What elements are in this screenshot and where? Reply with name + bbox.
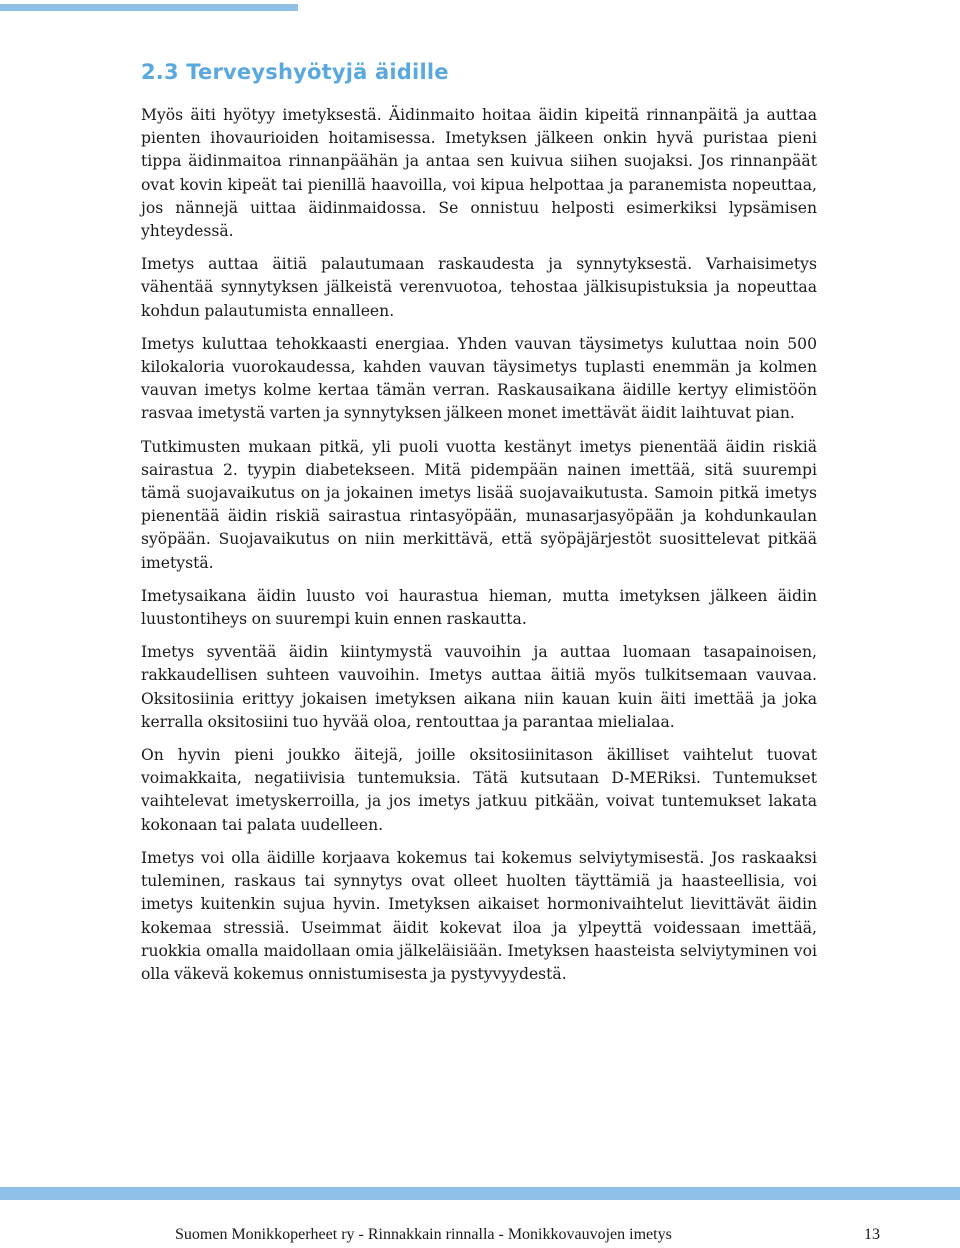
footer-title: Suomen Monikkoperheet ry - Rinnakkain rinnalla - Monikkovauvojen imetys <box>175 1226 672 1243</box>
paragraph: Imetys auttaa äitiä palautumaan raskaudesta ja synnytyksestä. Varhaisimetys vähentää synnytyksen jälkeistä verenvuotoa, tehostaa jälkisupistuksia ja nopeuttaa kohdun palautumista ennalleen. <box>141 255 817 320</box>
paragraph: Imetysaikana äidin luusto voi haurastua hieman, mutta imetyksen jälkeen äidin luustontiheys on suurempi kuin ennen raskautta. <box>141 586 817 629</box>
paragraph: Imetys syventää äidin kiintymystä vauvoihin ja auttaa luomaan tasapainoisen, rakkaudellisen suhteen vauvoihin. Imetys auttaa äitiä myös tulkitsemaan vauvaa. Oksitosiinia erittyy jokaisen imetyksen aikana niin kauan kuin äiti imettää ja joka kerralla oksitosiini tuo hyvää oloa, rentouttaa ja parantaa mielialaa. <box>141 643 817 731</box>
paragraph: Imetys voi olla äidille korjaava kokemus tai kokemus selviytymisestä. Jos raskaaksi tuleminen, raskaus tai synnytys ovat olleet huolten täyttämiä ja haasteellisia, voi imetys kuitenkin sujua hyvin. Imetyksen aikaiset hormonivaihtelut lievittävät äidin kokemaa stressiä. Useimmat äidit kokevat iloa ja ylpeyttä voidessaan imettää, ruokkia omalla maidollaan omia jälkeläisiään. Imetyksen haasteista selviytyminen voi olla väkevä kokemus onnistumisesta ja pystyvyydestä. <box>141 848 817 983</box>
bottom-accent-bar <box>0 1187 960 1200</box>
top-accent-bar <box>0 4 298 11</box>
section-heading: 2.3 Terveyshyötyjä äidille <box>141 60 449 84</box>
page-number: 13 <box>864 1226 880 1243</box>
paragraph: Tutkimusten mukaan pitkä, yli puoli vuotta kestänyt imetys pienentää äidin riskiä sairastua 2. tyypin diabetekseen. Mitä pidempään nainen imettää, sitä suurempi tämä suojavaikutus on ja jokainen imetys lisää suojavaikutusta. Samoin pitkä imetys pienentää äidin riskiä sairastua rintasyöpään, munasarjasyöpään ja kohdunkaulan syöpään. Suojavaikutus on niin merkittävä, että syöpäjärjestöt suosittelevat pitkää imetystä. <box>141 437 817 572</box>
paragraph: Imetys kuluttaa tehokkaasti energiaa. Yhden vauvan täysimetys kuluttaa noin 500 kilokaloria vuorokaudessa, kahden vauvan täysimetys tuplasti enemmän ja kolmen vauvan imetys kolme kertaa tämän verran. Raskausaikana äidille kertyy elimistöön rasvaa imetystä varten ja synnytyksen jälkeen monet imettävät äidit laihtuvat pian. <box>141 334 817 423</box>
paragraph: Myös äiti hyötyy imetyksestä. Äidinmaito hoitaa äidin kipeitä rinnanpäitä ja auttaa pienten ihovaurioiden hoitamisessa. Imetyksen jälkeen onkin hyvä puristaa pieni tippa äidinmaitoa rinnanpäähän ja antaa sen kuivua siihen suojaksi. Jos rinnanpäät ovat kovin kipeät tai pienillä haavoilla, voi kipua helpottaa ja paranemista nopeuttaa, jos nännejä uittaa äidinmaidossa. Se onnistuu helposti esimerkiksi lypsämisen yhteydessä. <box>141 106 817 241</box>
body-text <box>141 104 817 996</box>
paragraph: On hyvin pieni joukko äitejä, joille oksitosiinitason äkilliset vaihtelut tuovat voimakkaita, negatiivisia tuntemuksia. Tätä kutsutaan D-MERiksi. Tuntemukset vaihtelevat imetyskerroilla, ja jos imetys jatkuu pitkään, voivat tuntemukset lakata kokonaan tai palata uudelleen. <box>141 746 817 834</box>
